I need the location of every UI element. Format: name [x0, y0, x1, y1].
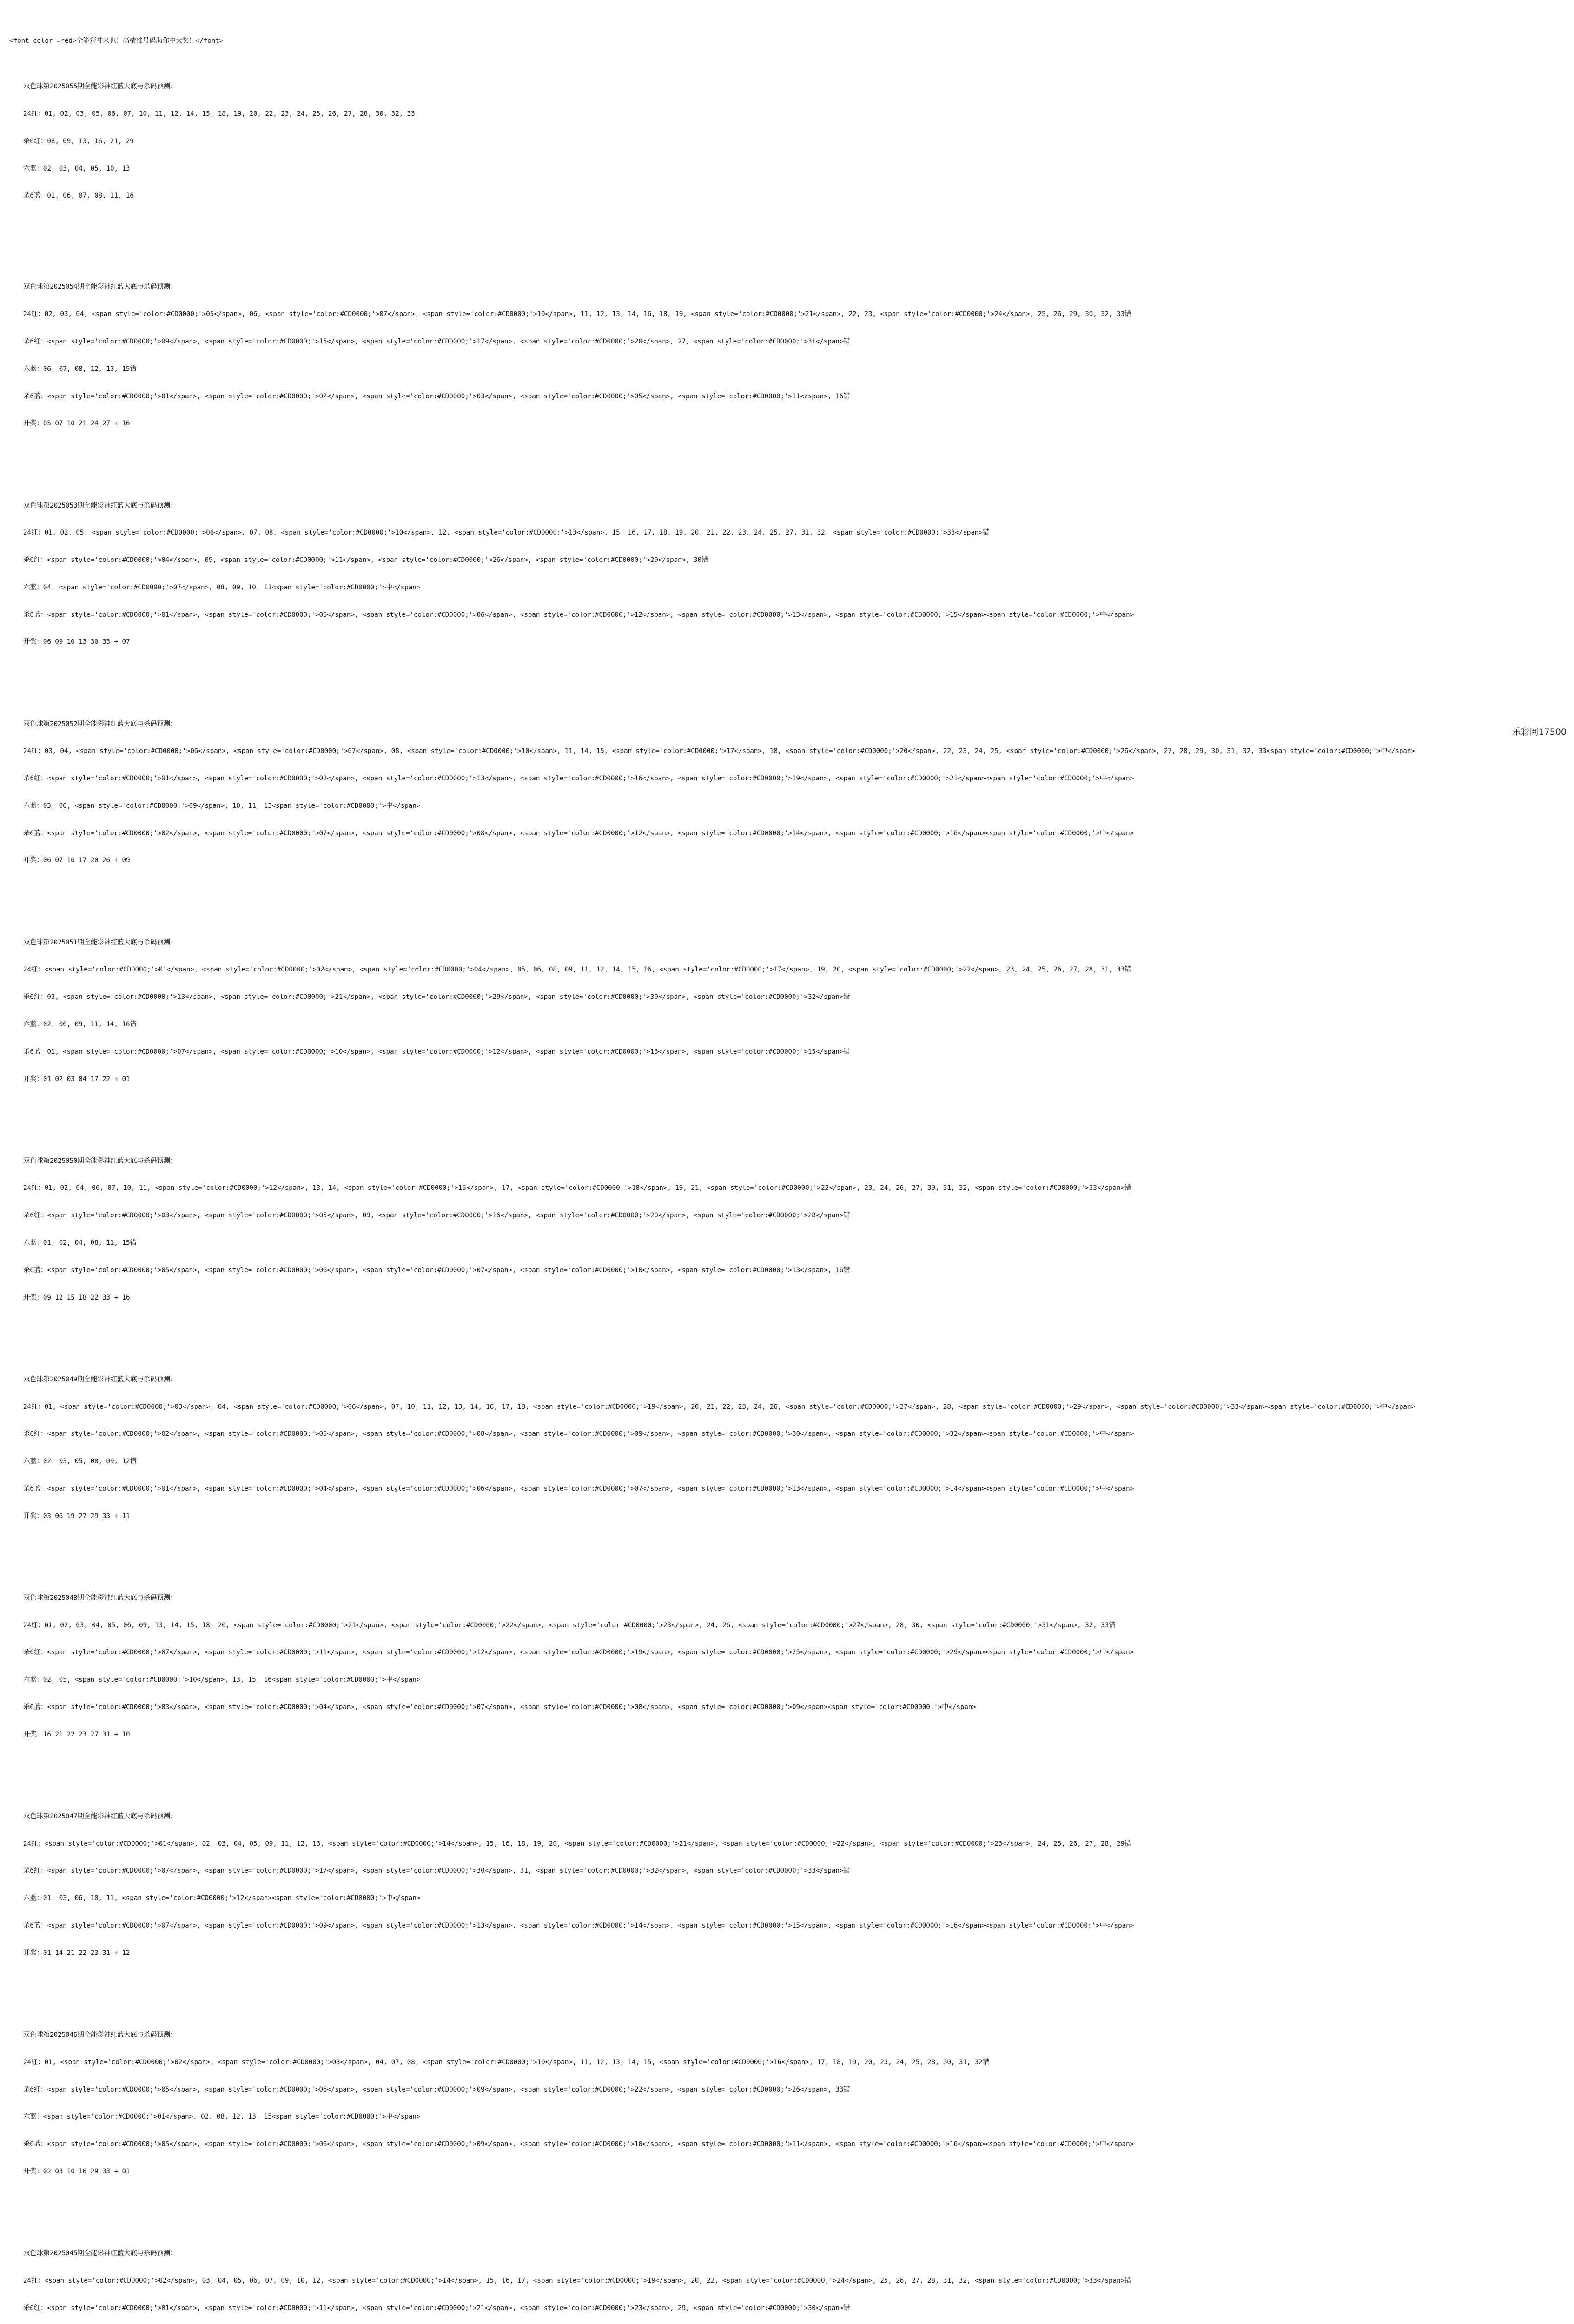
kill-blue-line: 杀6蓝：<span style='color:#CD0000;'>01</span>, <span style='color:#CD0000;'>02</span>, <span style='color:#CD0000;'>03</span>, <span style='color:#CD0000;'>05</span>, <span style='color:#CD0000;'>11</span>, 16错: [23, 392, 850, 400]
section-title: 双色球第2025047期全能彩神红蓝大底与杀码预测：: [23, 1812, 177, 1820]
red-24-line: 24红：01, <span style='color:#CD0000;'>02</span>, <span style='color:#CD0000;'>03</span>, 04, 07, 08, <span style='color:#CD0000;'>10</span>, 11, 12, 13, 14, 15, <span style='color:#CD0000;'>16</span>, 17, 18, 19, 20, 23, 24, 25, 28, 30, 31, 32错: [23, 2058, 989, 2066]
kill-red-line: 杀6红：<span style='color:#CD0000;'>03</span>, <span style='color:#CD0000;'>05</span>, 09, <span style='color:#CD0000;'>16</span>, <span style='color:#CD0000;'>20</span>, <span style='color:#CD0000;'>28</span>错: [23, 1212, 850, 1220]
kill-red-line: 杀6红：<span style='color:#CD0000;'>01</span>, <span style='color:#CD0000;'>02</span>, <span style='color:#CD0000;'>13</span>, <span style='color:#CD0000;'>16</span>, <span style='color:#CD0000;'>19</span>, <span style='color:#CD0000;'>21</span><span style='color:#CD0000;'>中</span>: [23, 775, 1134, 783]
section-spacer: [9, 219, 1562, 246]
section-title: 双色球第2025052期全能彩神红蓝大底与杀码预测：: [23, 720, 177, 728]
red-24-line: 24红：01, <span style='color:#CD0000;'>03</span>, 04, <span style='color:#CD0000;'>06</span>, 07, 10, 11, 12, 13, 14, 16, 17, 18, <span style='color:#CD0000;'>19</span>, 20, 21, 22, 23, 24, 26, <span style='color:#CD0000;'>27</span>, 28, <span style='color:#CD0000;'>29</span>, <span style='color:#CD0000;'>33</span><span style='color:#CD0000;'>中</span>: [23, 1403, 1415, 1411]
kill-red-line: 杀6红：<span style='color:#CD0000;'>01</span>, <span style='color:#CD0000;'>11</span>, <span style='color:#CD0000;'>21</span>, <span style='color:#CD0000;'>23</span>, 29, <span style='color:#CD0000;'>30</span>错: [23, 2304, 850, 2312]
section-spacer: [9, 1320, 1562, 1339]
document-header: <font color =red>全能彩神来也！高精准号码助你中大奖！</font>: [9, 37, 224, 45]
section-title: 双色球第2025055期全能彩神红蓝大底与杀码预测：: [23, 83, 177, 91]
draw-result-line: 开奖：01 14 21 22 23 31 + 12: [23, 1949, 130, 1957]
section-title: 双色球第2025045期全能彩神红蓝大底与杀码预测：: [23, 2250, 177, 2257]
six-blue-line: 六蓝：01, 02, 04, 08, 11, 15错: [23, 1239, 137, 1247]
section-title: 双色球第2025053期全能彩神红蓝大底与杀码预测：: [23, 502, 177, 509]
red-24-line: 24红：01, 02, 03, 05, 06, 07, 10, 11, 12, 14, 15, 18, 19, 20, 22, 23, 24, 25, 26, 27, 28, 30, 32, 33: [23, 110, 415, 118]
draw-result-line: 开奖：09 12 15 18 22 33 + 16: [23, 1294, 130, 1301]
six-blue-line: 六蓝：01, 03, 06, 10, 11, <span style='color:#CD0000;'>12</span><span style='color:#CD0000;'>中</span>: [23, 1895, 421, 1902]
draw-result-line: 开奖：06 07 10 17 20 26 + 09: [23, 857, 130, 865]
kill-blue-line: 杀6蓝：01, 06, 07, 08, 11, 16: [23, 192, 134, 200]
section-spacer: [9, 1758, 1562, 1776]
section-spacer: [9, 1102, 1562, 1120]
six-blue-line: 六蓝：02, 03, 05, 08, 09, 12错: [23, 1458, 137, 1466]
section-spacer: [9, 665, 1562, 683]
six-blue-line: 六蓝：03, 06, <span style='color:#CD0000;'>09</span>, 10, 11, 13<span style='color:#CD0000;'>中</span>: [23, 802, 421, 810]
draw-result-line: 开奖：03 06 19 27 29 33 + 11: [23, 1512, 130, 1520]
red-24-line: 24红：01, 02, 05, <span style='color:#CD0000;'>06</span>, 07, 08, <span style='color:#CD0000;'>10</span>, 12, <span style='color:#CD0000;'>13</span>, 15, 16, 17, 18, 19, 20, 21, 22, 23, 24, 25, 27, 31, 32, <span style='color:#CD0000;'>33</span>错: [23, 529, 989, 537]
kill-blue-line: 杀6蓝：01, <span style='color:#CD0000;'>07</span>, <span style='color:#CD0000;'>10</span>, <span style='color:#CD0000;'>12</span>, <span style='color:#CD0000;'>13</span>, <span style='color:#CD0000;'>15</span>错: [23, 1048, 850, 1056]
six-blue-line: 六蓝：04, <span style='color:#CD0000;'>07</span>, 08, 09, 10, 11<span style='color:#CD0000;'>中</span>: [23, 583, 421, 591]
section-title: 双色球第2025048期全能彩神红蓝大底与杀码预测：: [23, 1594, 177, 1602]
six-blue-line: 六蓝：02, 05, <span style='color:#CD0000;'>10</span>, 13, 15, 16<span style='color:#CD0000;'>中</span>: [23, 1676, 421, 1684]
section-spacer: [9, 884, 1562, 902]
kill-blue-line: 杀6蓝：<span style='color:#CD0000;'>07</span>, <span style='color:#CD0000;'>09</span>, <span style='color:#CD0000;'>13</span>, <span style='color:#CD0000;'>14</span>, <span style='color:#CD0000;'>15</span>, <span style='color:#CD0000;'>16</span><span style='color:#CD0000;'>中</span>: [23, 1922, 1134, 1929]
kill-red-line: 杀6红：<span style='color:#CD0000;'>02</span>, <span style='color:#CD0000;'>05</span>, <span style='color:#CD0000;'>08</span>, <span style='color:#CD0000;'>09</span>, <span style='color:#CD0000;'>30</span>, <span style='color:#CD0000;'>32</span><span style='color:#CD0000;'>中</span>: [23, 1430, 1134, 1438]
six-blue-line: 六蓝：<span style='color:#CD0000;'>01</span>, 02, 08, 12, 13, 15<span style='color:#CD0000;'>中</span>: [23, 2113, 421, 2121]
section-title: 双色球第2025054期全能彩神红蓝大底与杀码预测：: [23, 283, 177, 291]
draw-result-line: 开奖：02 03 10 16 29 33 + 01: [23, 2167, 130, 2175]
red-24-line: 24红：03, 04, <span style='color:#CD0000;'>06</span>, <span style='color:#CD0000;'>07</span>, 08, <span style='color:#CD0000;'>10</span>, 11, 14, 15, <span style='color:#CD0000;'>17</span>, 18, <span style='color:#CD0000;'>20</span>, 22, 23, 24, 25, <span style='color:#CD0000;'>26</span>, 27, 28, 29, 30, 31, 32, 33<span style='color:#CD0000;'>中</span>: [23, 747, 1415, 755]
red-24-line: 24红：01, 02, 04, 06, 07, 10, 11, <span style='color:#CD0000;'>12</span>, 13, 14, <span style='color:#CD0000;'>15</span>, 17, <span style='color:#CD0000;'>18</span>, 19, 21, <span style='color:#CD0000;'>22</span>, 23, 24, 26, 27, 30, 31, 32, <span style='color:#CD0000;'>33</span>错: [23, 1184, 1131, 1192]
kill-red-line: 杀6红：<span style='color:#CD0000;'>07</span>, <span style='color:#CD0000;'>17</span>, <span style='color:#CD0000;'>30</span>, 31, <span style='color:#CD0000;'>32</span>, <span style='color:#CD0000;'>33</span>错: [23, 1867, 850, 1875]
draw-result-line: 开奖：06 09 10 13 30 33 + 07: [23, 638, 130, 646]
kill-red-line: 杀6红：<span style='color:#CD0000;'>04</span>, 09, <span style='color:#CD0000;'>11</span>, <span style='color:#CD0000;'>26</span>, <span style='color:#CD0000;'>29</span>, 30错: [23, 556, 708, 564]
kill-blue-line: 杀6蓝：<span style='color:#CD0000;'>05</span>, <span style='color:#CD0000;'>06</span>, <span style='color:#CD0000;'>09</span>, <span style='color:#CD0000;'>10</span>, <span style='color:#CD0000;'>11</span>, <span style='color:#CD0000;'>16</span><span style='color:#CD0000;'>中</span>: [23, 2140, 1134, 2148]
kill-red-line: 杀6红：03, <span style='color:#CD0000;'>13</span>, <span style='color:#CD0000;'>21</span>, <span style='color:#CD0000;'>29</span>, <span style='color:#CD0000;'>30</span>, <span style='color:#CD0000;'>32</span>错: [23, 993, 850, 1001]
red-24-line: 24红：02, 03, 04, <span style='color:#CD0000;'>05</span>, 06, <span style='color:#CD0000;'>07</span>, <span style='color:#CD0000;'>10</span>, 11, 12, 13, 14, 16, 18, 19, <span style='color:#CD0000;'>21</span>, 22, 23, <span style='color:#CD0000;'>24</span>, 25, 26, 29, 30, 32, 33错: [23, 310, 1131, 318]
red-24-line: 24红：01, 02, 03, 04, 05, 06, 09, 13, 14, 15, 18, 20, <span style='color:#CD0000;'>21</span>, <span style='color:#CD0000;'>22</span>, <span style='color:#CD0000;'>23</span>, 24, 26, <span style='color:#CD0000;'>27</span>, 28, 30, <span style='color:#CD0000;'>31</span>, 32, 33错: [23, 1621, 1116, 1629]
red-24-line: 24红：<span style='color:#CD0000;'>01</span>, 02, 03, 04, 05, 09, 11, 12, 13, <span style='color:#CD0000;'>14</span>, 15, 16, 18, 19, 20, <span style='color:#CD0000;'>21</span>, <span style='color:#CD0000;'>22</span>, <span style='color:#CD0000;'>23</span>, 24, 25, 26, 27, 28, 29错: [23, 1840, 1131, 1848]
kill-red-line: 杀6红：08, 09, 13, 16, 21, 29: [23, 137, 134, 145]
site-watermark: 乐彩网17500: [1512, 727, 1567, 737]
kill-blue-line: 杀6蓝：<span style='color:#CD0000;'>01</span>, <span style='color:#CD0000;'>04</span>, <span style='color:#CD0000;'>06</span>, <span style='color:#CD0000;'>07</span>, <span style='color:#CD0000;'>13</span>, <span style='color:#CD0000;'>14</span><span style='color:#CD0000;'>中</span>: [23, 1485, 1134, 1492]
kill-blue-line: 杀6蓝：<span style='color:#CD0000;'>05</span>, <span style='color:#CD0000;'>06</span>, <span style='color:#CD0000;'>07</span>, <span style='color:#CD0000;'>10</span>, <span style='color:#CD0000;'>13</span>, 16错: [23, 1266, 850, 1274]
section-title: 双色球第2025049期全能彩神红蓝大底与杀码预测：: [23, 1375, 177, 1383]
section-title: 双色球第2025046期全能彩神红蓝大底与杀码预测：: [23, 2031, 177, 2039]
section-spacer: [9, 447, 1562, 465]
section-spacer: [9, 1539, 1562, 1557]
six-blue-line: 六蓝：06, 07, 08, 12, 13, 15错: [23, 365, 137, 373]
section-title: 双色球第2025050期全能彩神红蓝大底与杀码预测：: [23, 1157, 177, 1165]
draw-result-line: 开奖：16 21 22 23 27 31 + 10: [23, 1730, 130, 1738]
red-24-line: 24红：<span style='color:#CD0000;'>01</span>, <span style='color:#CD0000;'>02</span>, <span style='color:#CD0000;'>04</span>, 05, 06, 08, 09, 11, 12, 14, 15, 16, <span style='color:#CD0000;'>17</span>, 19, 20, <span style='color:#CD0000;'>22</span>, 23, 24, 25, 26, 27, 28, 31, 33错: [23, 966, 1131, 974]
draw-result-line: 开奖：01 02 03 04 17 22 + 01: [23, 1075, 130, 1083]
six-blue-line: 六蓝：02, 06, 09, 11, 14, 16错: [23, 1020, 137, 1028]
kill-blue-line: 杀6蓝：<span style='color:#CD0000;'>01</span>, <span style='color:#CD0000;'>05</span>, <span style='color:#CD0000;'>06</span>, <span style='color:#CD0000;'>12</span>, <span style='color:#CD0000;'>13</span>, <span style='color:#CD0000;'>15</span><span style='color:#CD0000;'>中</span>: [23, 611, 1134, 619]
red-24-line: 24红：<span style='color:#CD0000;'>02</span>, 03, 04, 05, 06, 07, 09, 10, 12, <span style='color:#CD0000;'>14</span>, 15, 16, 17, <span style='color:#CD0000;'>19</span>, 20, 22, <span style='color:#CD0000;'>24</span>, 25, 26, 27, 28, 31, 32, <span style='color:#CD0000;'>33</span>错: [23, 2277, 1131, 2284]
section-title: 双色球第2025051期全能彩神红蓝大底与杀码预测：: [23, 938, 177, 946]
kill-red-line: 杀6红：<span style='color:#CD0000;'>05</span>, <span style='color:#CD0000;'>06</span>, <span style='color:#CD0000;'>09</span>, <span style='color:#CD0000;'>22</span>, <span style='color:#CD0000;'>26</span>, 33错: [23, 2086, 850, 2093]
document-body: [9, 19, 1562, 2324]
kill-red-line: 杀6红：<span style='color:#CD0000;'>09</span>, <span style='color:#CD0000;'>15</span>, <span style='color:#CD0000;'>17</span>, <span style='color:#CD0000;'>20</span>, 27, <span style='color:#CD0000;'>31</span>错: [23, 338, 850, 345]
kill-red-line: 杀6红：<span style='color:#CD0000;'>07</span>, <span style='color:#CD0000;'>11</span>, <span style='color:#CD0000;'>12</span>, <span style='color:#CD0000;'>19</span>, <span style='color:#CD0000;'>25</span>, <span style='color:#CD0000;'>29</span><span style='color:#CD0000;'>中</span>: [23, 1649, 1134, 1657]
kill-blue-line: 杀6蓝：<span style='color:#CD0000;'>03</span>, <span style='color:#CD0000;'>04</span>, <span style='color:#CD0000;'>07</span>, <span style='color:#CD0000;'>08</span>, <span style='color:#CD0000;'>09</span><span style='color:#CD0000;'>中</span>: [23, 1703, 976, 1711]
section-spacer: [9, 2195, 1562, 2213]
kill-blue-line: 杀6蓝：<span style='color:#CD0000;'>02</span>, <span style='color:#CD0000;'>07</span>, <span style='color:#CD0000;'>08</span>, <span style='color:#CD0000;'>12</span>, <span style='color:#CD0000;'>14</span>, <span style='color:#CD0000;'>16</span><span style='color:#CD0000;'>中</span>: [23, 829, 1134, 837]
six-blue-line: 六蓝：02, 03, 04, 05, 10, 13: [23, 165, 130, 172]
draw-result-line: 开奖：05 07 10 21 24 27 + 16: [23, 420, 130, 428]
section-spacer: [9, 1976, 1562, 1994]
